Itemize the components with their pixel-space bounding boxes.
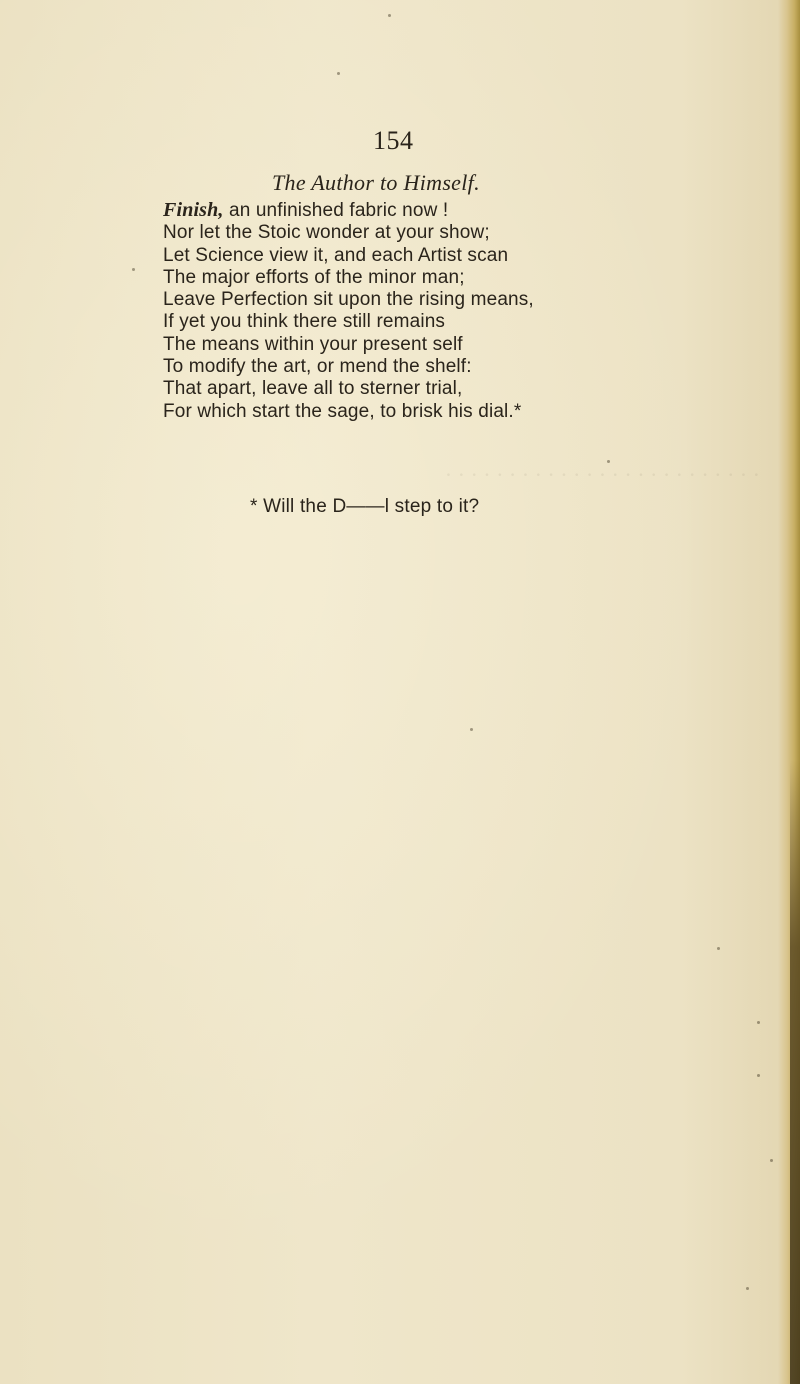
poem-line: To modify the art, or mend the shelf: [163,356,472,378]
poem-line: Leave Perfection sit upon the rising means, [163,289,534,311]
poem-title: The Author to Himself. [272,170,480,195]
page-edge-shadow [790,760,800,1384]
poem-line [163,199,763,222]
poem-line: That apart, leave all to sterner trial, [163,378,463,400]
footnote: * Will the D——l step to it? [250,496,480,517]
poem-line: Nor let the Stoic wonder at your show; [163,222,490,244]
poem-line: If yet you think there still remains [163,311,446,333]
show-through-text: · · · · · · · · · · · · · · · · · · · · · · · · · [444,462,760,487]
poem-line: For which start the sage, to brisk his dial.* [163,400,522,422]
poem-line: Let Science view it, and each Artist scan [163,244,509,266]
poem-first-word: Finish, [163,199,224,221]
poem-first-line-rest: an unfinished fabric now ! [223,200,449,221]
page-number: 154 [373,126,414,155]
poem-body [163,199,763,423]
poem-line: The means within your present self [163,333,463,355]
poem-line: The major efforts of the minor man; [163,266,465,288]
